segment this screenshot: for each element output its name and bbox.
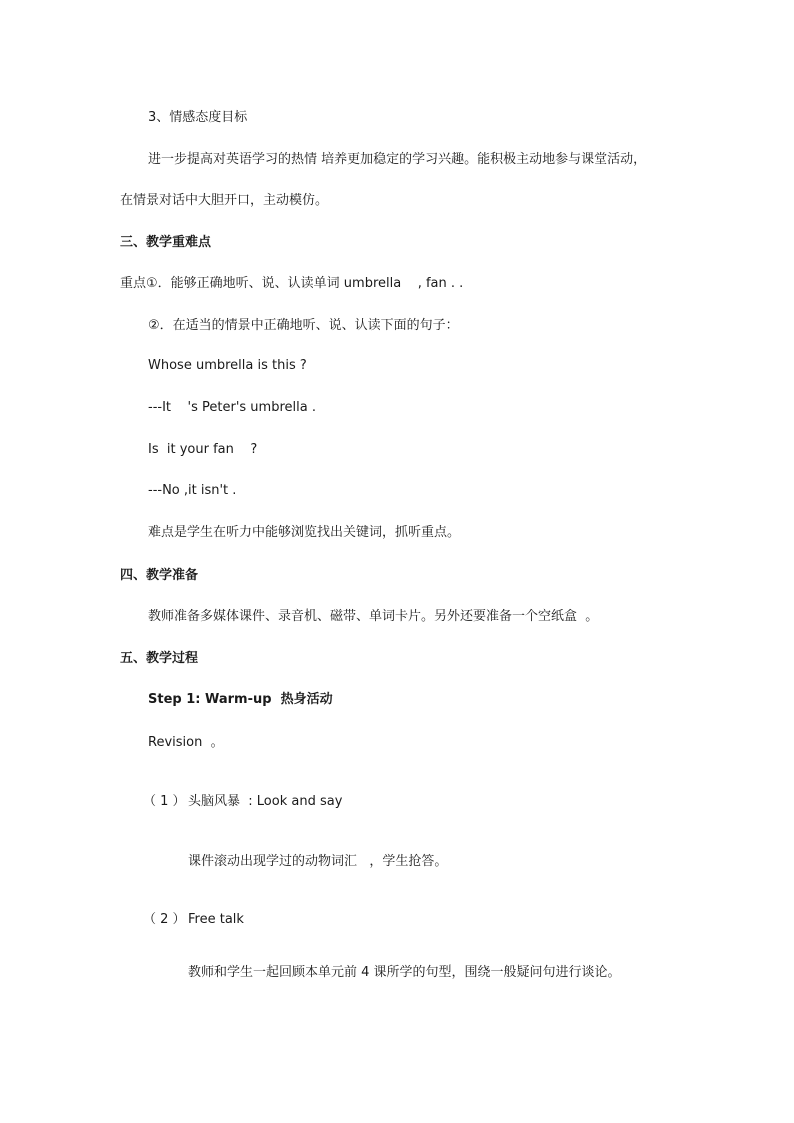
preparation-text: 教师准备多媒体课件、录音机、磁带、单词卡片。另外还要准备一个空纸盒 。 [148,609,599,624]
item2-number: （ 2 ） [143,912,186,927]
revision-text: Revision 。 [148,735,224,750]
section4-heading: 四、教学准备 [120,568,199,583]
item1-label: 头脑风暴 : Look and say [188,794,343,809]
sentence-4: ---No ,it isn't . [148,483,237,498]
step1-heading: Step 1: Warm-up 热身活动 [148,692,333,707]
item2-label: Free talk [188,912,244,927]
sentence-3: Is it your fan ? [148,442,258,457]
goal3-heading: 3、情感态度目标 [148,110,248,125]
sentence-1: Whose umbrella is this ? [148,358,307,373]
goal3-text-line-2: 在情景对话中大胆开口，主动模仿。 [120,193,329,208]
section3-heading: 三、教学重难点 [120,235,212,250]
item1-number: （ 1 ） [143,794,186,809]
key-point-1: 重点①．能够正确地听、说、认读单词 umbrella , fan . . [120,276,464,291]
section5-heading: 五、教学过程 [120,651,199,666]
item2-description: 教师和学生一起回顾本单元前 4 课所学的句型，围绕一般疑问句进行谈论。 [188,965,621,980]
key-point-2: ②．在适当的情景中正确地听、说、认读下面的句子： [148,318,459,333]
difficulty-text: 难点是学生在听力中能够浏览找出关键词，抓听重点。 [148,525,461,540]
item1-description: 课件滚动出现学过的动物词汇 ，学生抢答。 [188,854,448,869]
sentence-2: ---It 's Peter's umbrella . [148,400,316,415]
goal3-text-line-1: 进一步提高对英语学习的热情 培养更加稳定的学习兴趣。能积极主动地参与课堂活动， [148,152,647,167]
